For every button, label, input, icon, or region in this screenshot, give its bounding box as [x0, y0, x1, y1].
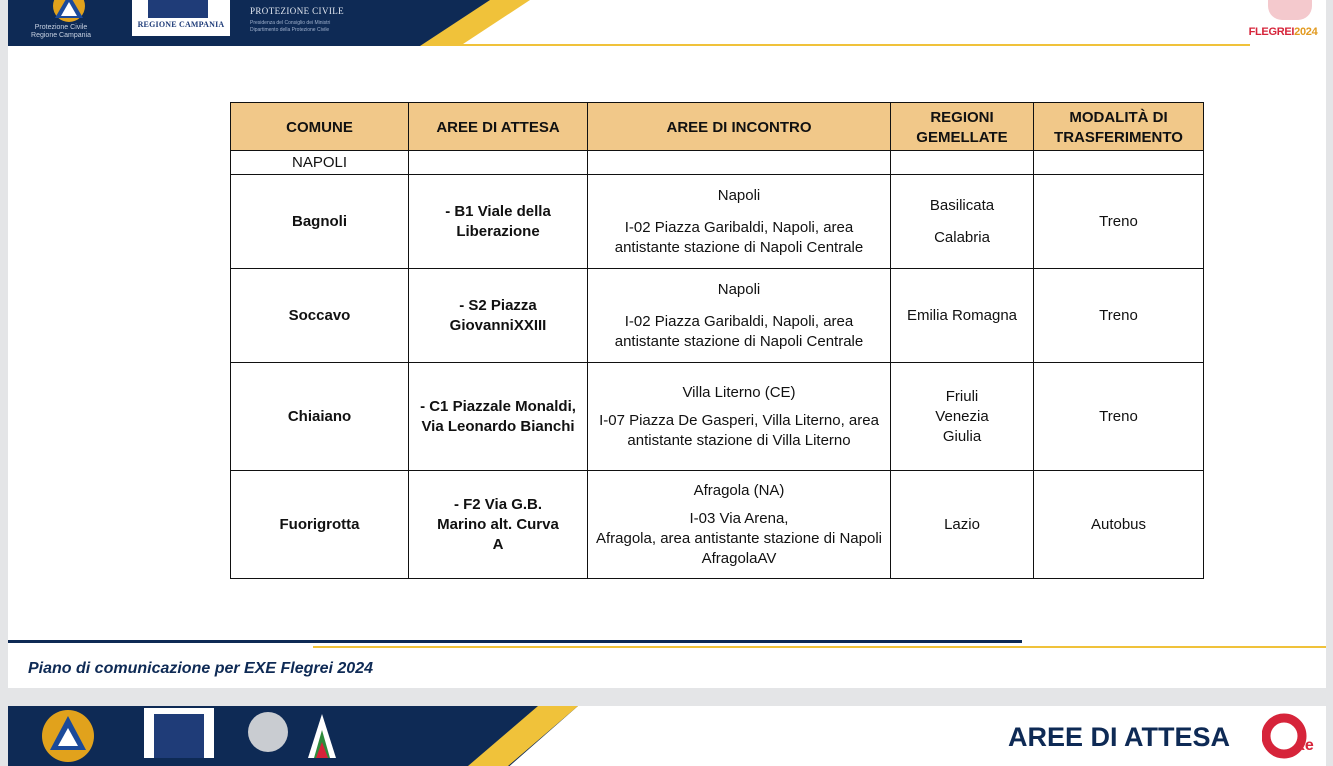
regione: Basilicata: [929, 196, 995, 214]
cell-modalita: Treno: [1034, 175, 1204, 269]
cell-modalita: Treno: [1034, 269, 1204, 363]
next-slide-title: AREE DI ATTESA: [1007, 722, 1230, 752]
header-comune: COMUNE: [231, 103, 409, 151]
header-modalita-trasferimento: MODALITÀ DI TRASFERIMENTO: [1034, 103, 1204, 151]
cell-attesa: - S2 Piazza GiovanniXXIII: [409, 269, 588, 363]
table-row: [231, 471, 1204, 579]
dipartimento-protezione-civile-logo: [248, 0, 388, 46]
header-aree-attesa: AREE DI ATTESA: [409, 103, 588, 151]
incontro-detail: I-02 Piazza Garibaldi, Napoli, area antistante stazione di Napoli Centrale: [614, 312, 864, 350]
protezione-civile-campania-logo: [40, 708, 96, 764]
cell-regioni: [891, 269, 1034, 363]
empty-cell: [1034, 151, 1204, 175]
header-aree-incontro: AREE DI INCONTRO: [588, 103, 891, 151]
incontro-detail-continued: Afragola, area antistante stazione di Napoli AfragolaAV: [595, 529, 882, 567]
regione: Lazio: [944, 515, 980, 533]
next-slide: [8, 706, 1326, 766]
empty-cell: [588, 151, 891, 175]
footer-rule-navy: [8, 640, 1022, 643]
cell-regioni: [891, 363, 1034, 471]
table-header-row: [231, 103, 1204, 151]
cell-comune: Soccavo: [231, 269, 409, 363]
brand-mark-icon: [1268, 0, 1312, 20]
regione-campania-emblem: [148, 0, 208, 18]
header-regioni-gemellate: REGIONI GEMELLATE: [891, 103, 1034, 151]
table-row: [231, 363, 1204, 471]
aree-table: [230, 102, 1204, 579]
regione-campania-emblem: [154, 714, 204, 758]
incontro-place: Napoli: [717, 186, 761, 204]
cell-comune: Chiaiano: [231, 363, 409, 471]
group-label: NAPOLI: [231, 151, 409, 175]
pc-logo-text: Protezione Civile Regione Campania: [31, 24, 91, 39]
flegrei-exe-brand-icon: [1262, 710, 1318, 766]
regione-campania-label: REGIONE CAMPANIA: [137, 20, 225, 29]
cell-modalita: Autobus: [1034, 471, 1204, 579]
slide: [8, 0, 1326, 688]
incontro-place: Afragola (NA): [693, 481, 785, 499]
cell-regioni: [891, 175, 1034, 269]
cell-incontro: [588, 363, 891, 471]
regione: Calabria: [934, 228, 990, 246]
regione: Friuli Venezia Giulia: [935, 387, 989, 445]
svg-text:xe: xe: [1296, 737, 1314, 754]
italian-republic-emblem-icon: [248, 712, 288, 752]
footer-rule-gold: [313, 646, 1326, 648]
cell-attesa: - F2 Via G.B. Marino alt. Curva A: [409, 471, 588, 579]
cell-incontro: [588, 175, 891, 269]
incontro-detail: I-07 Piazza De Gasperi, Villa Literno, area antistante stazione di Villa Literno: [599, 411, 879, 449]
table-row: [231, 269, 1204, 363]
table-row: [231, 175, 1204, 269]
incontro-place: Napoli: [717, 280, 761, 298]
regione-campania-logo: [132, 0, 230, 36]
flegrei-2024-brand: [1244, 0, 1322, 46]
cell-modalita: Treno: [1034, 363, 1204, 471]
footer-text: Piano di comunicazione per EXE Flegrei 2024: [28, 660, 373, 677]
empty-cell: [409, 151, 588, 175]
cell-attesa: - C1 Piazzale Monaldi, Via Leonardo Bianchi: [409, 363, 588, 471]
brand-wordmark: FLEGREI2024: [1248, 26, 1318, 38]
header-rule: [440, 44, 1250, 46]
incontro-detail: I-03 Via Arena,: [689, 509, 789, 527]
incontro-place: Villa Literno (CE): [682, 383, 796, 401]
cell-incontro: [588, 471, 891, 579]
table-row-group-napoli: [231, 151, 1204, 175]
incontro-detail: I-02 Piazza Garibaldi, Napoli, area antistante stazione di Napoli Centrale: [614, 218, 864, 256]
cell-comune: Fuorigrotta: [231, 471, 409, 579]
cell-attesa: - B1 Viale della Liberazione: [409, 175, 588, 269]
cell-incontro: [588, 269, 891, 363]
empty-cell: [891, 151, 1034, 175]
regione: Emilia Romagna: [906, 306, 1018, 324]
dpc-emblem-icon: [304, 712, 340, 760]
cell-regioni: [891, 471, 1034, 579]
dpc-subtitle: Presidenza del Consiglio dei Ministri Dipartimento della Protezione Civile: [250, 20, 331, 33]
dpc-title: PROTEZIONE CIVILE: [250, 6, 345, 16]
cell-comune: Bagnoli: [231, 175, 409, 269]
regione-campania-logo: [144, 708, 214, 758]
